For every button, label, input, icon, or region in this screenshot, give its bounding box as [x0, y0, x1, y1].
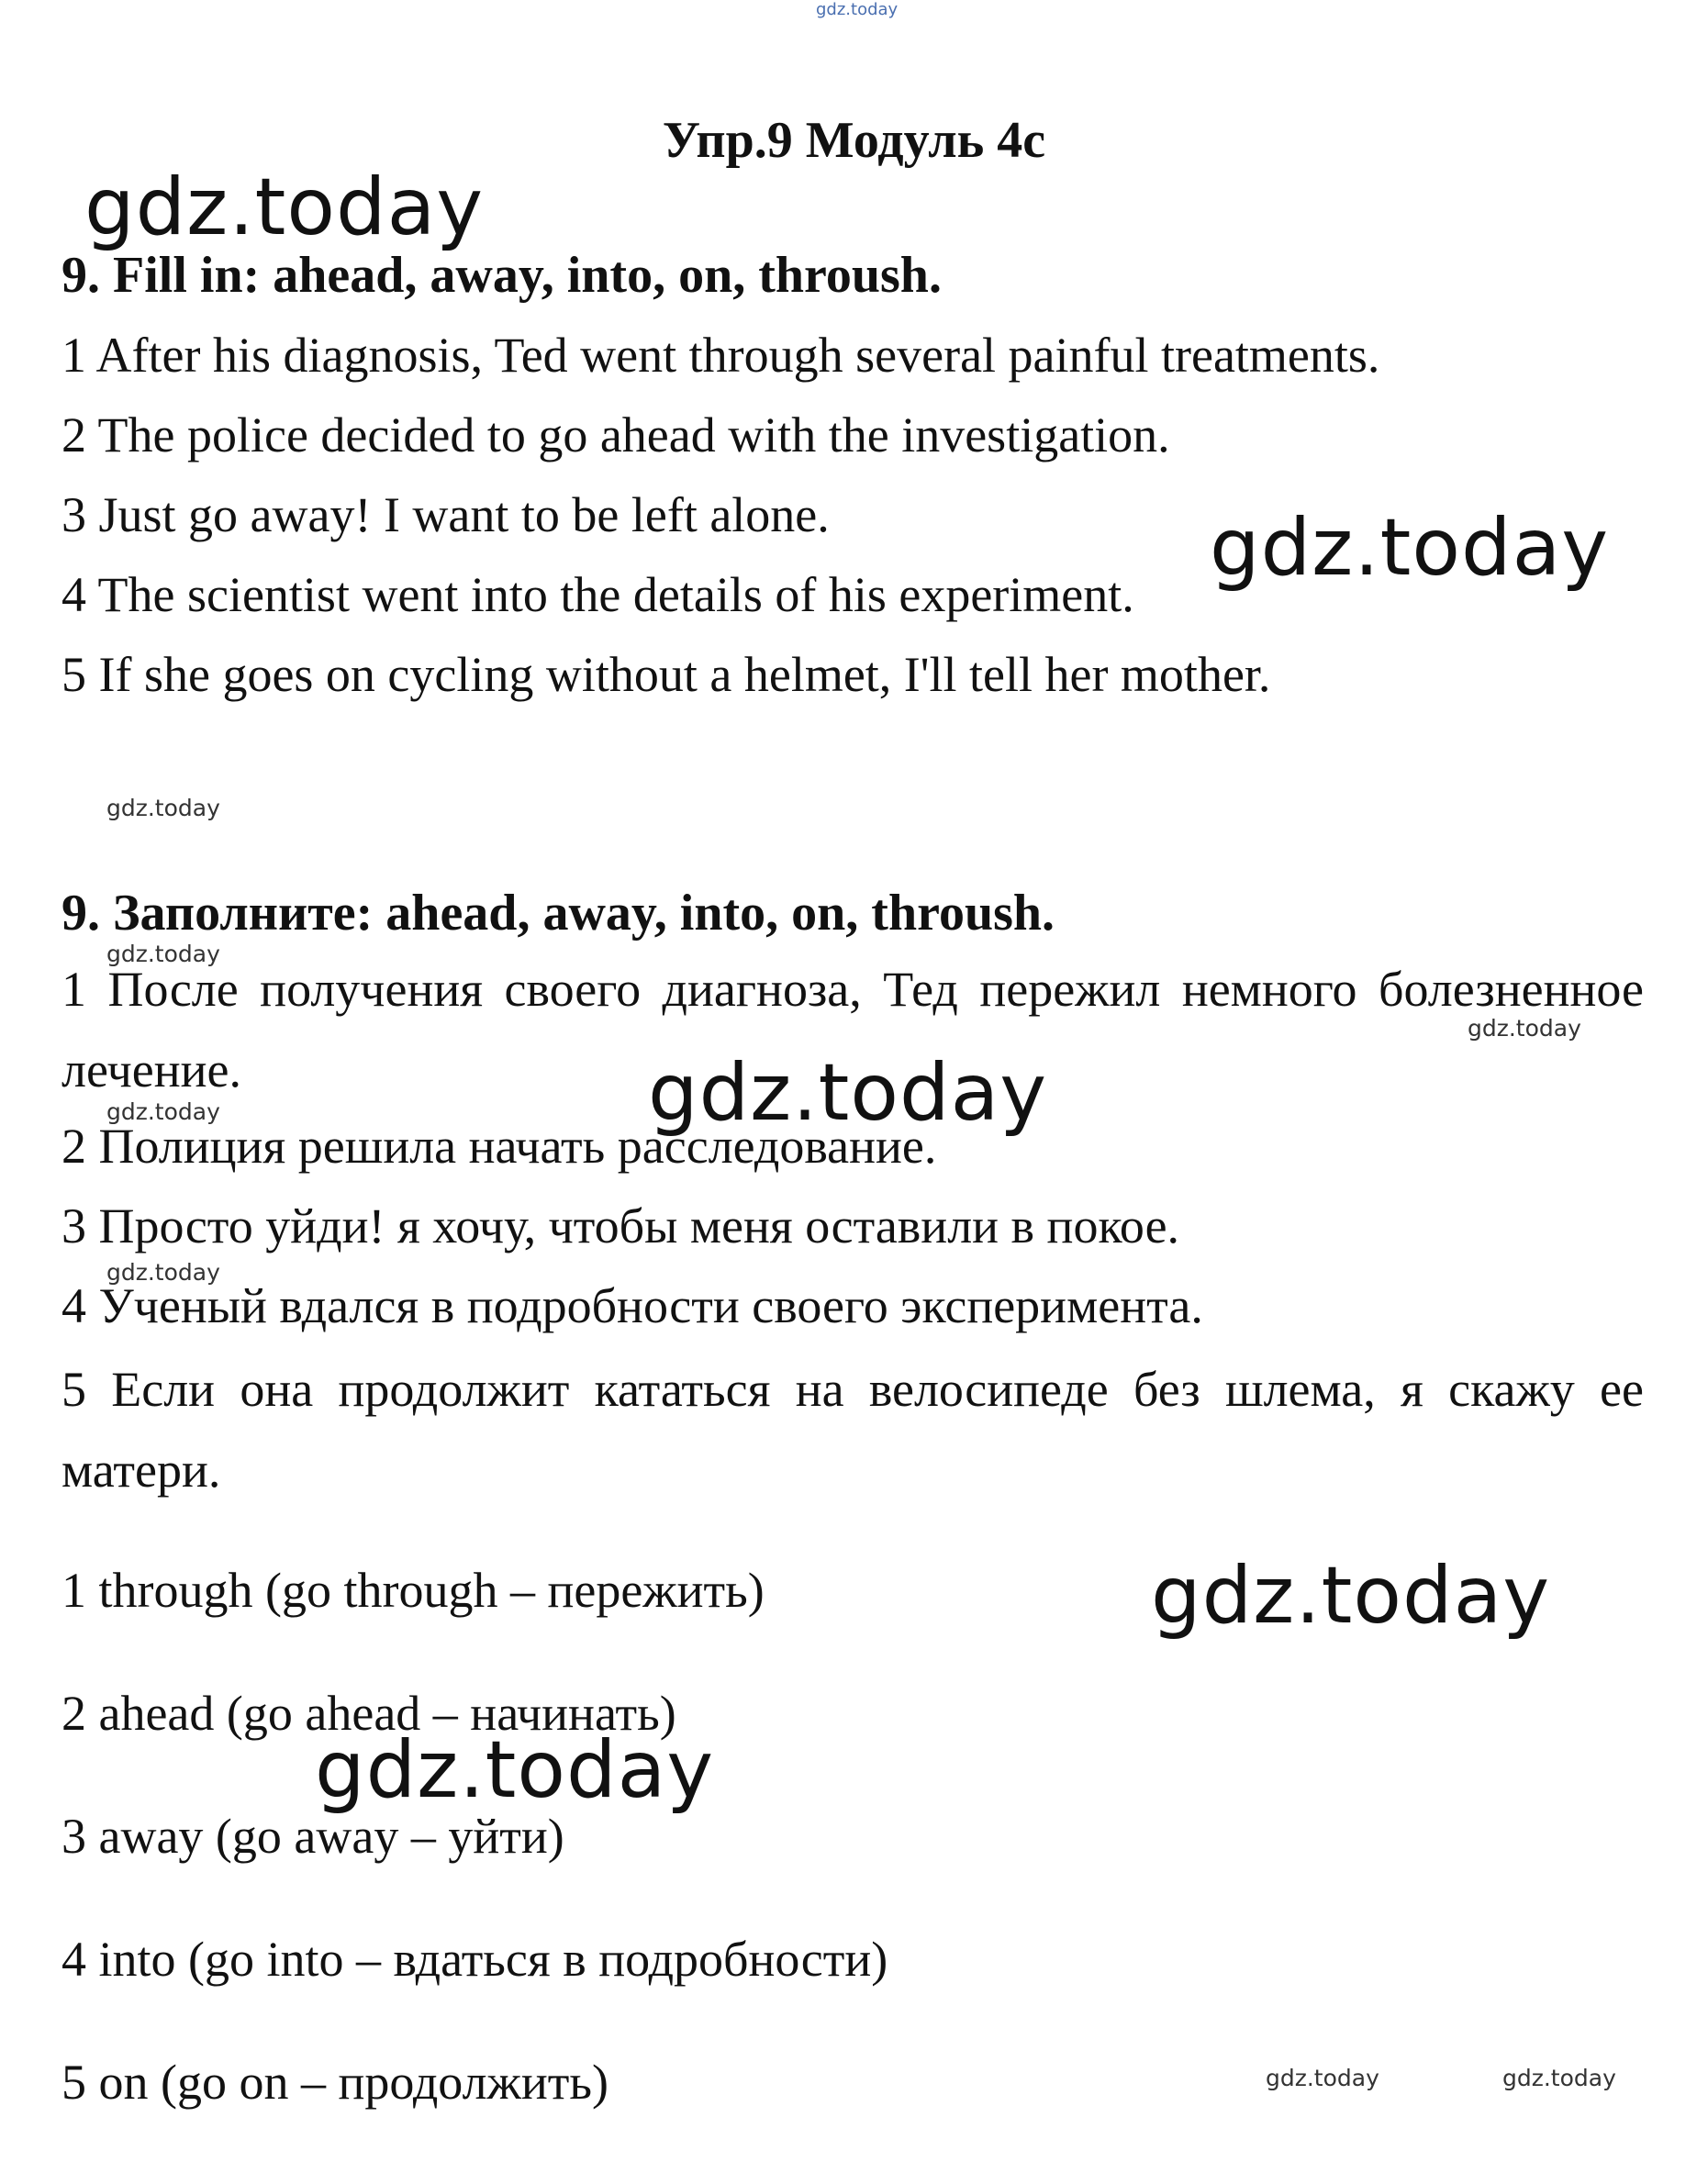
watermark-small-6: gdz.today — [1266, 2065, 1379, 2091]
english-sentence-2: 2 The police decided to go ahead with the investigation. — [61, 407, 1170, 462]
english-sentence-4: 4 The scientist went into the details of his experiment. — [61, 567, 1134, 622]
watermark-small-5: gdz.today — [106, 1259, 220, 1286]
russian-sentence-1: 1 После получения своего диагноза, Тед пережил немного болезненное лечение. — [61, 962, 1644, 1098]
answer-2: 2 ahead (go ahead – начинать) — [61, 1686, 676, 1741]
english-sentence-3: 3 Just go away! I want to be left alone. — [61, 487, 830, 542]
watermark-large-2: gdz.today — [1210, 502, 1610, 594]
answer-1: 1 through (go through – пережить) — [61, 1563, 765, 1618]
watermark-small-4: gdz.today — [106, 1098, 220, 1125]
english-heading: 9. Fill in: ahead, away, into, on, throush. — [61, 247, 942, 304]
watermark-small-2: gdz.today — [106, 941, 220, 967]
watermark-large-3: gdz.today — [648, 1047, 1048, 1139]
russian-sentence-3: 3 Просто уйди! я хочу, чтобы меня оставили в покое. — [61, 1198, 1180, 1254]
watermark-small-1: gdz.today — [106, 795, 220, 821]
russian-sentence-4: 4 Ученый вдался в подробности своего эксперимента. — [61, 1278, 1203, 1333]
russian-sentence-5: 5 Если она продолжит кататься на велосипеде без шлема, я скажу ее матери. — [61, 1362, 1644, 1498]
russian-heading: 9. Заполните: ahead, away, into, on, throush. — [61, 885, 1055, 942]
answer-4: 4 into (go into – вдаться в подробности) — [61, 1932, 888, 1987]
answer-5: 5 on (go on – продолжить) — [61, 2055, 608, 2110]
watermark-small-3: gdz.today — [1468, 1015, 1581, 1042]
watermark-large-5: gdz.today — [315, 1724, 715, 1816]
english-sentence-5: 5 If she goes on cycling without a helmet, I'll tell her mother. — [61, 647, 1271, 702]
watermark-large-4: gdz.today — [1151, 1550, 1551, 1642]
answer-3: 3 away (go away – уйти) — [61, 1809, 564, 1864]
watermark-large-1: gdz.today — [84, 162, 485, 253]
page-title: Упр.9 Модуль 4с — [662, 112, 1046, 169]
watermark-top: gdz.today — [816, 0, 899, 19]
watermark-small-7: gdz.today — [1502, 2065, 1616, 2091]
russian-sentence-2: 2 Полиция решила начать расследование. — [61, 1119, 937, 1174]
english-sentence-1: 1 After his diagnosis, Ted went through several painful treatments. — [61, 328, 1380, 383]
